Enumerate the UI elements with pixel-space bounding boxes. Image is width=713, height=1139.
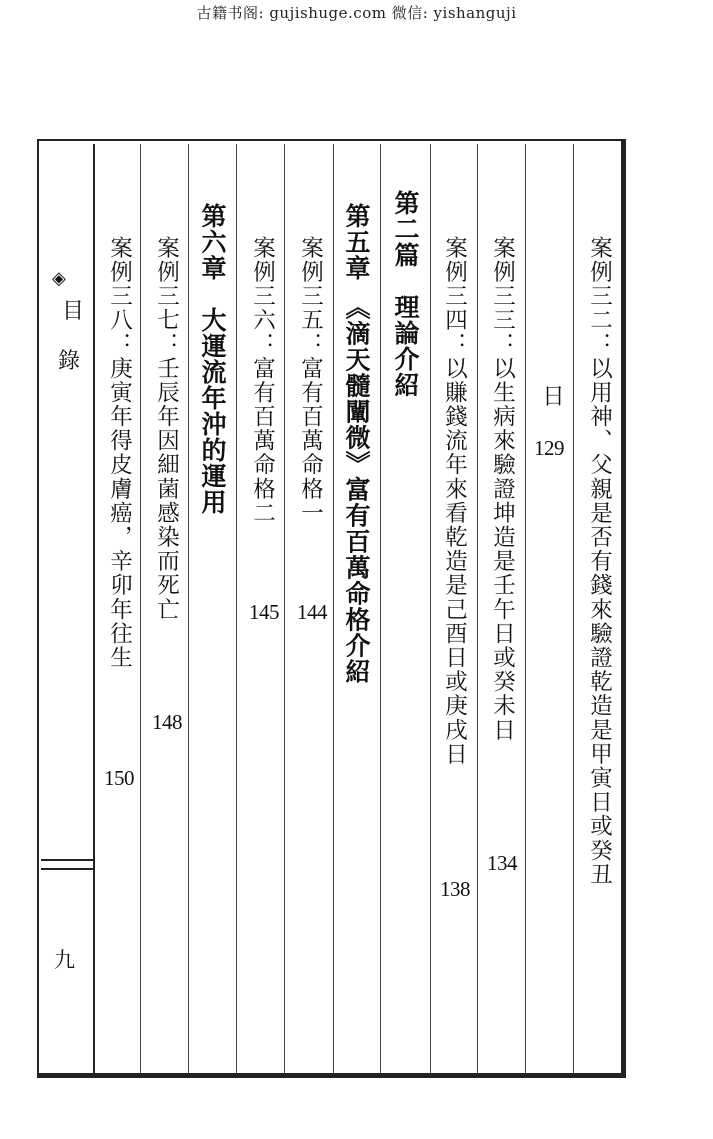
toc-entry-case-34: 案例三四：以賺錢流年來看乾造是己酉日或庚戌日	[441, 236, 468, 767]
page-number: 九	[54, 948, 75, 972]
diamond-marker-icon: ◈	[52, 268, 66, 289]
column-divider	[284, 144, 285, 1074]
toc-entry-case-32: 案例三二：以用神、父親是否有錢來驗證乾造是甲寅日或癸丑	[586, 236, 613, 887]
toc-entry-case-35: 案例三五：富有百萬命格一	[297, 236, 324, 526]
page-ref-150: 150	[104, 766, 134, 790]
toc-entry-case-37: 案例三七：壬辰年因細菌感染而死亡	[153, 236, 180, 622]
toc-entry-case-36: 案例三六：富有百萬命格二	[249, 236, 276, 526]
header-rule-bottom	[41, 868, 93, 870]
column-divider	[188, 144, 189, 1074]
column-divider	[477, 144, 478, 1074]
column-divider	[573, 144, 574, 1074]
page-ref-148: 148	[152, 710, 182, 734]
toc-entry-case-33: 案例三三：以生病來驗證坤造是壬午日或癸未日	[489, 236, 516, 743]
page-ref-134: 134	[487, 851, 517, 875]
toc-entry-case-38: 案例三八：庚寅年得皮膚癌，辛卯年往生	[106, 236, 133, 670]
section-title-lu: 錄	[58, 349, 81, 374]
chapter-heading-6: 第六章 大運流年沖的運用	[198, 203, 227, 515]
page-ref-138: 138	[440, 877, 470, 901]
page-ref-144: 144	[297, 600, 327, 624]
section-title-mu: 目	[62, 299, 85, 324]
column-divider	[430, 144, 431, 1074]
column-divider	[380, 144, 381, 1074]
page-ref-145: 145	[249, 600, 279, 624]
column-divider	[333, 144, 334, 1074]
chapter-heading-5: 第五章 《滴天髓闡微》富有百萬命格介紹	[342, 203, 371, 685]
toc-entry-case-32-cont: 日	[538, 384, 565, 409]
column-divider	[140, 144, 141, 1074]
watermark-text: 古籍书阁: gujishuge.com 微信: yishanguji	[196, 4, 517, 22]
part-heading-2: 第二篇 理論介紹	[391, 190, 420, 398]
header-column-divider	[93, 144, 95, 1074]
header-rule-top	[41, 859, 93, 861]
column-divider	[525, 144, 526, 1074]
column-divider	[236, 144, 237, 1074]
page-ref-129: 129	[534, 436, 564, 460]
